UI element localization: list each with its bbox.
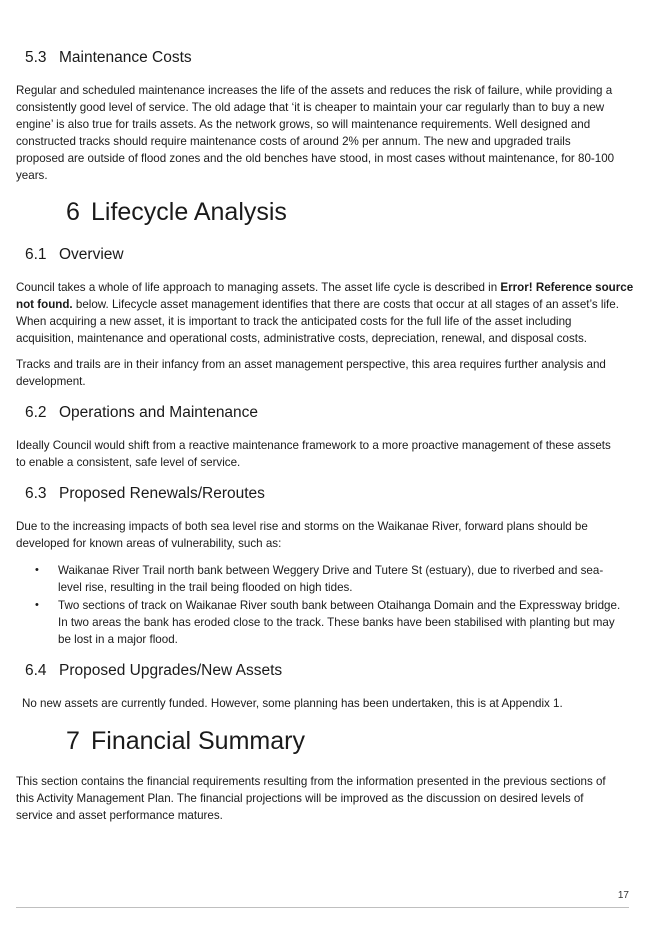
list-item-line: Waikanae River Trail north bank between Weggery Drive and Tutere St (estuary), due to riverbed and sea-: [58, 564, 604, 577]
heading-6-3-number: 6.3: [25, 485, 47, 502]
paragraph-overview-1: [16, 279, 634, 347]
paragraph-line: No new assets are currently funded. However, some planning has been undertaken, this is at Appendix 1.: [22, 697, 563, 710]
text-run: Council takes a whole of life approach to managing assets. The asset life cycle is described in: [16, 281, 501, 294]
paragraph-line: development.: [16, 375, 86, 388]
heading-6-2-number: 6.2: [25, 404, 47, 421]
paragraph-line: to enable a consistent, safe level of service.: [16, 456, 241, 469]
heading-6-2: [25, 404, 258, 422]
paragraph-overview-2: [16, 356, 634, 390]
list-item-line: level rise, resulting in the trail being flooded on high tides.: [58, 581, 353, 594]
paragraph-maintenance-costs: [16, 82, 634, 184]
paragraph-line: constructed tracks should require maintenance costs of around 2% per annum. The new and upgraded trails: [16, 135, 571, 148]
heading-6-3-title: Proposed Renewals/Reroutes: [59, 485, 265, 502]
paragraph-line: consistently good level of service. The old adage that ‘it is cheaper to maintain your car regularly than to buy a new: [16, 101, 605, 114]
heading-6-1-title: Overview: [59, 246, 124, 263]
page-number: 17: [617, 890, 629, 901]
paragraph-line: [16, 296, 634, 313]
paragraph-line: years.: [16, 169, 48, 182]
heading-7-title: Financial Summary: [91, 727, 305, 755]
reference-error-text: not found.: [16, 298, 73, 311]
heading-6: [66, 198, 287, 227]
heading-6-3: [25, 485, 265, 503]
paragraph-line: This section contains the financial requirements resulting from the information presented in the previous sections of: [16, 775, 606, 788]
paragraph-operations: [16, 437, 634, 471]
paragraph-line: acquisition, maintenance and operational costs, administrative costs, depreciation, renewal, and disposal costs.: [16, 332, 587, 345]
heading-6-title: Lifecycle Analysis: [91, 198, 287, 226]
list-item-line: Two sections of track on Waikanae River south bank between Otaihanga Domain and the Expressway bridge.: [58, 599, 621, 612]
heading-6-number: 6: [66, 198, 80, 226]
paragraph-line: Regular and scheduled maintenance increases the life of the assets and reduces the risk of failure, while providing a: [16, 84, 613, 97]
paragraph-line: developed for known areas of vulnerability, such as:: [16, 537, 282, 550]
paragraph-line: engine’ is also true for trails assets. As the network grows, so will maintenance requirements. Well designed and: [16, 118, 591, 131]
renewals-bullet-list: [16, 562, 634, 649]
paragraph-renewals: [16, 518, 634, 552]
paragraph-line: [16, 279, 634, 296]
reference-error-text: Error! Reference source: [500, 281, 634, 294]
bullet-icon: •: [35, 599, 39, 611]
heading-5-3: [25, 49, 192, 67]
paragraph-line: this Activity Management Plan. The financial projections will be improved as the discussion on desired levels of: [16, 792, 584, 805]
paragraph-upgrades: [22, 695, 640, 712]
heading-6-1: [25, 246, 124, 264]
paragraph-line: Due to the increasing impacts of both sea level rise and storms on the Waikanae River, forward plans should be: [16, 520, 588, 533]
heading-7-number: 7: [66, 727, 80, 755]
paragraph-line: When acquiring a new asset, it is important to track the anticipated costs for the full life of the asset including: [16, 315, 572, 328]
heading-6-4-title: Proposed Upgrades/New Assets: [59, 662, 283, 679]
paragraph-line: service and asset performance matures.: [16, 809, 223, 822]
bullet-icon: •: [35, 564, 39, 576]
text-run: below. Lifecycle asset management identifies that there are costs that occur at all stages of an asset’s life.: [72, 298, 619, 311]
heading-7: [66, 727, 305, 756]
list-item: [16, 597, 634, 648]
list-item: [16, 562, 634, 596]
paragraph-line: Ideally Council would shift from a reactive maintenance framework to a more proactive management of these assets: [16, 439, 611, 452]
heading-5-3-number: 5.3: [25, 49, 47, 66]
heading-6-4-number: 6.4: [25, 662, 47, 679]
heading-6-1-number: 6.1: [25, 246, 47, 263]
paragraph-financial-summary: [16, 773, 634, 824]
paragraph-line: proposed are outside of flood zones and the old benches have stood, in most cases without maintenance, for 80-100: [16, 152, 615, 165]
list-item-line: In two areas the bank has eroded close to the track. These banks have been stabilised with planting but may: [58, 616, 615, 629]
heading-6-4: [25, 662, 282, 680]
footer-divider: [16, 907, 629, 908]
heading-6-2-title: Operations and Maintenance: [59, 404, 259, 421]
heading-5-3-title: Maintenance Costs: [59, 49, 192, 66]
paragraph-line: Tracks and trails are in their infancy from an asset management perspective, this area requires further analysis and: [16, 358, 606, 371]
list-item-line: be lost in a major flood.: [58, 633, 178, 646]
